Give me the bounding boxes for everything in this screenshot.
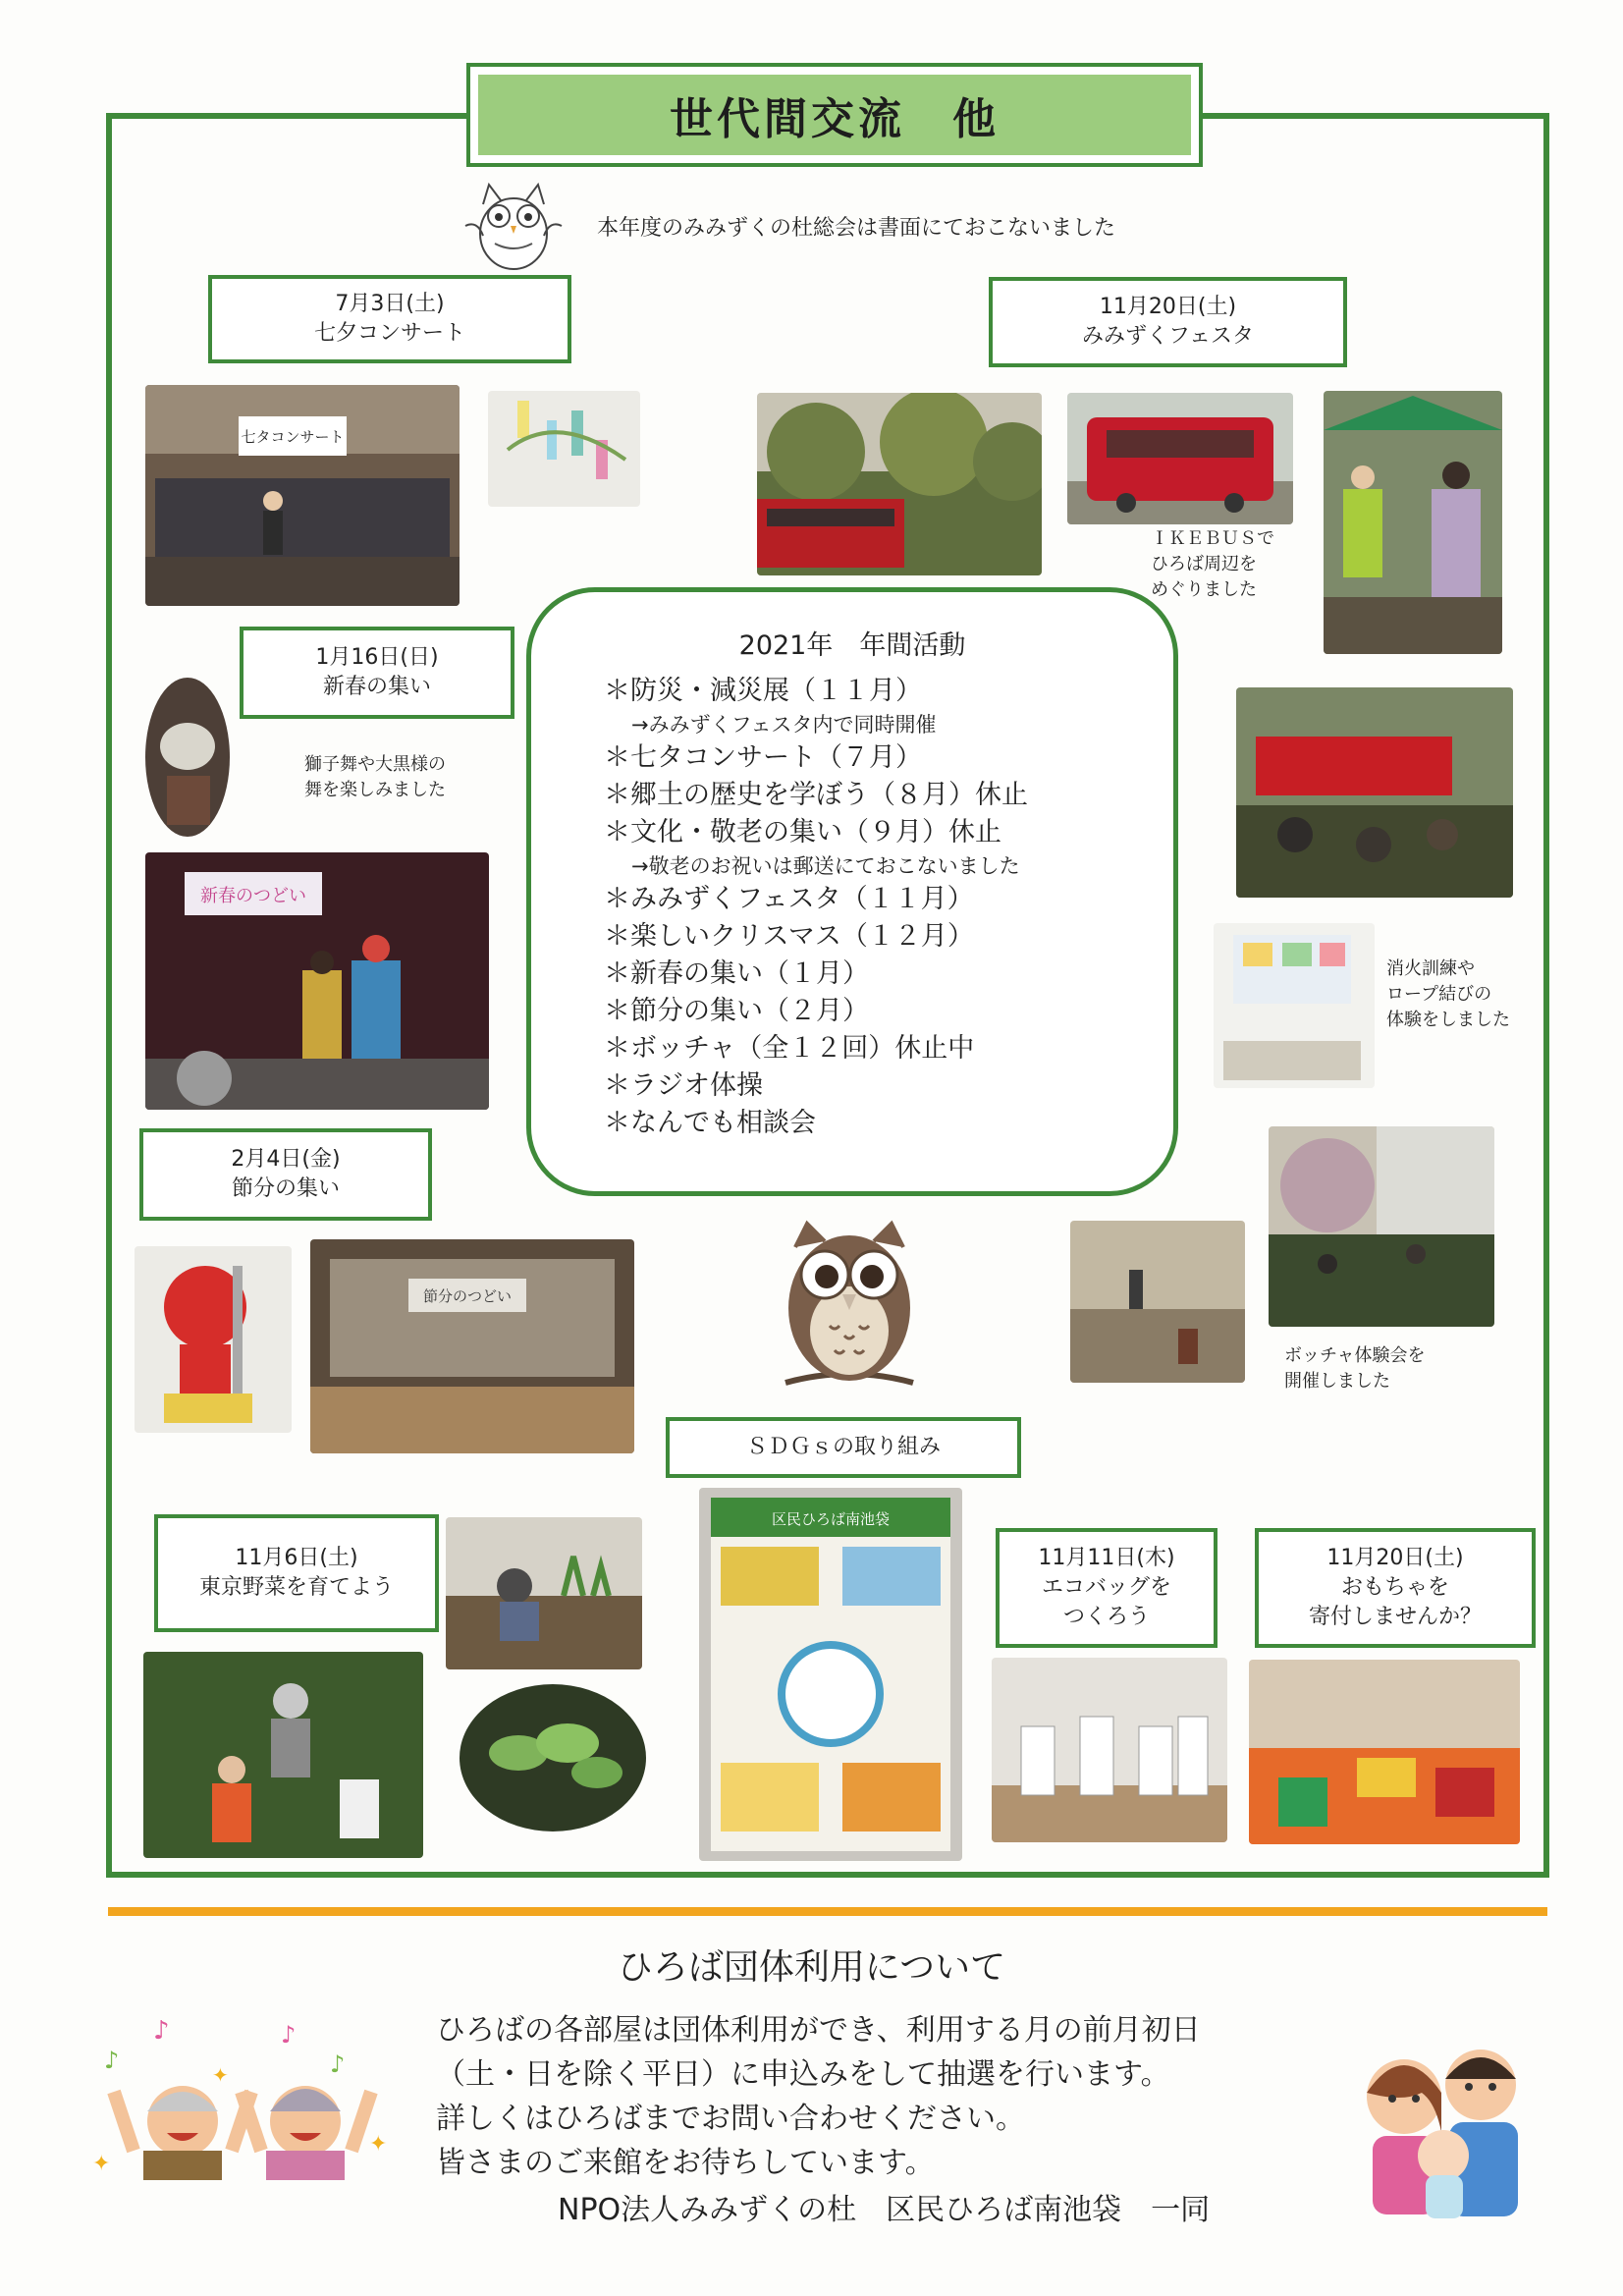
event-label-omocha xyxy=(1255,1528,1536,1648)
sdgs-poster-title: 区民ひろば南池袋 xyxy=(771,1510,891,1528)
photo-boccia-indoor xyxy=(1070,1221,1245,1383)
event-date: 1月16日(日) xyxy=(315,645,439,671)
annual-list xyxy=(604,673,1028,1142)
list-item: ＊なんでも相談会 xyxy=(604,1108,816,1138)
footer-line: 詳しくはひろばまでお問い合わせください。 xyxy=(436,2102,1025,2136)
section-divider xyxy=(108,1907,1547,1916)
photo-rope-display xyxy=(1214,923,1375,1088)
event-name: みみずくフェスタ xyxy=(1082,324,1254,349)
caption-line: ボッチャ体験会を xyxy=(1284,1345,1426,1366)
photo-vegetable-seedlings xyxy=(460,1684,646,1831)
caption-shishimai xyxy=(304,752,446,803)
section-title-box xyxy=(466,63,1203,167)
event-name: 新春の集い xyxy=(322,675,431,699)
annual-activities-box xyxy=(526,587,1178,1196)
setsubun-sign-text: 節分のつどい xyxy=(422,1287,513,1305)
list-item: ＊文化・敬老の集い（９月）休止 xyxy=(604,817,1001,847)
list-item: ＊みみずくフェスタ（１１月） xyxy=(604,884,974,914)
event-name: 七夕コンサート xyxy=(313,321,465,346)
owl-icon xyxy=(460,177,568,275)
event-name-line2: 寄付しませんか？ xyxy=(1308,1604,1482,1629)
photo-oni-display xyxy=(135,1246,292,1433)
sdgs-label xyxy=(666,1417,1021,1478)
section-title: 世代間交流 他 xyxy=(478,75,1191,155)
event-label-setsubun xyxy=(139,1128,432,1221)
notice-text: 本年度のみみずくの杜総会は書面にておこないました xyxy=(597,216,1116,241)
event-name-line2: つくろう xyxy=(1062,1604,1150,1629)
photo-festa-tent xyxy=(1324,391,1502,654)
event-date: 11月11日(木) xyxy=(1038,1546,1175,1571)
event-date: 11月20日(土) xyxy=(1099,295,1237,320)
owl-illustration-icon xyxy=(776,1218,923,1393)
family-illustration-icon xyxy=(1343,2028,1544,2229)
footer-title: ひろば団体利用について xyxy=(617,1947,1006,1988)
footer-line: 皆さまのご来館をお待ちしています。 xyxy=(436,2146,935,2180)
photo-ikebus xyxy=(1067,393,1293,524)
event-date: 2月4日(金) xyxy=(231,1147,341,1173)
list-item-note: →みみずくフェスタ内で同時開催 xyxy=(631,713,937,737)
photo-yasai-group xyxy=(143,1652,423,1858)
event-name: 節分の集い xyxy=(231,1176,340,1201)
event-date: 11月20日(土) xyxy=(1326,1546,1464,1571)
photo-ecobag xyxy=(992,1658,1227,1842)
footer-line: ひろばの各部屋は団体利用ができ、利用する月の前月初日 xyxy=(436,2013,1201,2048)
list-item: ＊七タコンサート（７月） xyxy=(604,742,922,773)
event-label-ecobag xyxy=(996,1528,1217,1648)
caption-line: 開催しました xyxy=(1284,1371,1390,1393)
event-name-line1: おもちゃを xyxy=(1340,1575,1449,1601)
event-name-line1: エコバッグを xyxy=(1041,1575,1171,1601)
photo-toys xyxy=(1249,1660,1520,1844)
caption-line: 獅子舞や大黒様の xyxy=(304,754,446,775)
photo-boccia-outdoor xyxy=(1269,1126,1494,1327)
caption-line: ひろば周辺を xyxy=(1151,554,1257,575)
event-date: 11月6日(土) xyxy=(235,1546,358,1571)
list-item: ＊節分の集い（２月） xyxy=(604,996,869,1026)
caption-line: 消火訓練や xyxy=(1386,958,1475,979)
photo-shinshun xyxy=(145,852,489,1110)
list-item: ＊ラジオ体操 xyxy=(604,1070,763,1101)
caption-ikebus xyxy=(1151,526,1274,603)
svg-text:✦: ✦ xyxy=(369,2132,388,2157)
svg-text:♪: ♪ xyxy=(153,2016,170,2046)
caption-boccia xyxy=(1284,1343,1425,1394)
event-label-tanabata xyxy=(208,275,571,363)
svg-text:✦: ✦ xyxy=(92,2152,111,2176)
event-date: 7月3日(土) xyxy=(335,292,445,317)
sdgs-label-text: ＳＤＧｓの取り組み xyxy=(745,1435,941,1460)
concert-sign-text: 七タコンサート xyxy=(241,428,345,446)
event-label-yasai xyxy=(154,1514,439,1632)
caption-line: 体験をしました xyxy=(1386,1010,1510,1031)
photo-tanabata-concert xyxy=(145,385,460,606)
list-item: ＊楽しいクリスマス（１２月） xyxy=(604,921,974,952)
photo-sdgs-poster xyxy=(699,1488,962,1861)
photo-setsubun xyxy=(310,1239,634,1453)
caption-fire xyxy=(1386,957,1510,1033)
event-label-festa xyxy=(989,277,1347,367)
svg-text:♪: ♪ xyxy=(281,2021,297,2049)
photo-tanabata-wishes xyxy=(488,391,640,507)
list-item: ＊ボッチャ（全１２回）休止中 xyxy=(604,1033,975,1064)
photo-firetruck xyxy=(1236,687,1513,898)
caption-line: めぐりました xyxy=(1151,579,1257,601)
photo-yasai-planting xyxy=(446,1517,642,1669)
svg-text:♪: ♪ xyxy=(104,2047,120,2074)
list-item: ＊郷土の歴史を学ぼう（８月）休止 xyxy=(604,780,1028,810)
list-item: ＊防災・減災展（１１月） xyxy=(604,676,922,706)
elderly-cheering-illustration-icon xyxy=(84,2003,399,2180)
footer-body xyxy=(436,2008,1201,2185)
annual-title: 2021年 年間活動 xyxy=(738,630,966,661)
footer-signature: NPO法人みみずくの杜 区民ひろば南池袋 一同 xyxy=(558,2193,1211,2227)
event-name: 東京野菜を育てよう xyxy=(198,1575,394,1600)
list-item: ＊新春の集い（１月） xyxy=(604,958,869,989)
caption-line: 舞を楽しみました xyxy=(304,780,446,801)
list-item-note: →敬老のお祝いは郵送にておこないました xyxy=(631,854,1020,878)
svg-text:♪: ♪ xyxy=(330,2050,346,2078)
photo-shishimai xyxy=(145,678,230,837)
caption-line: ロープ結びの xyxy=(1386,984,1492,1006)
shinshun-sign-text: 新春のつどい xyxy=(200,886,306,906)
svg-text:✦: ✦ xyxy=(212,2063,229,2087)
event-label-shinshun xyxy=(240,627,514,719)
caption-line: ＩＫＥＢＵＳで xyxy=(1151,528,1274,549)
footer-line: （土・日を除く平日）に申込みをして抽選を行います。 xyxy=(436,2057,1170,2092)
photo-festa-park xyxy=(757,393,1042,575)
